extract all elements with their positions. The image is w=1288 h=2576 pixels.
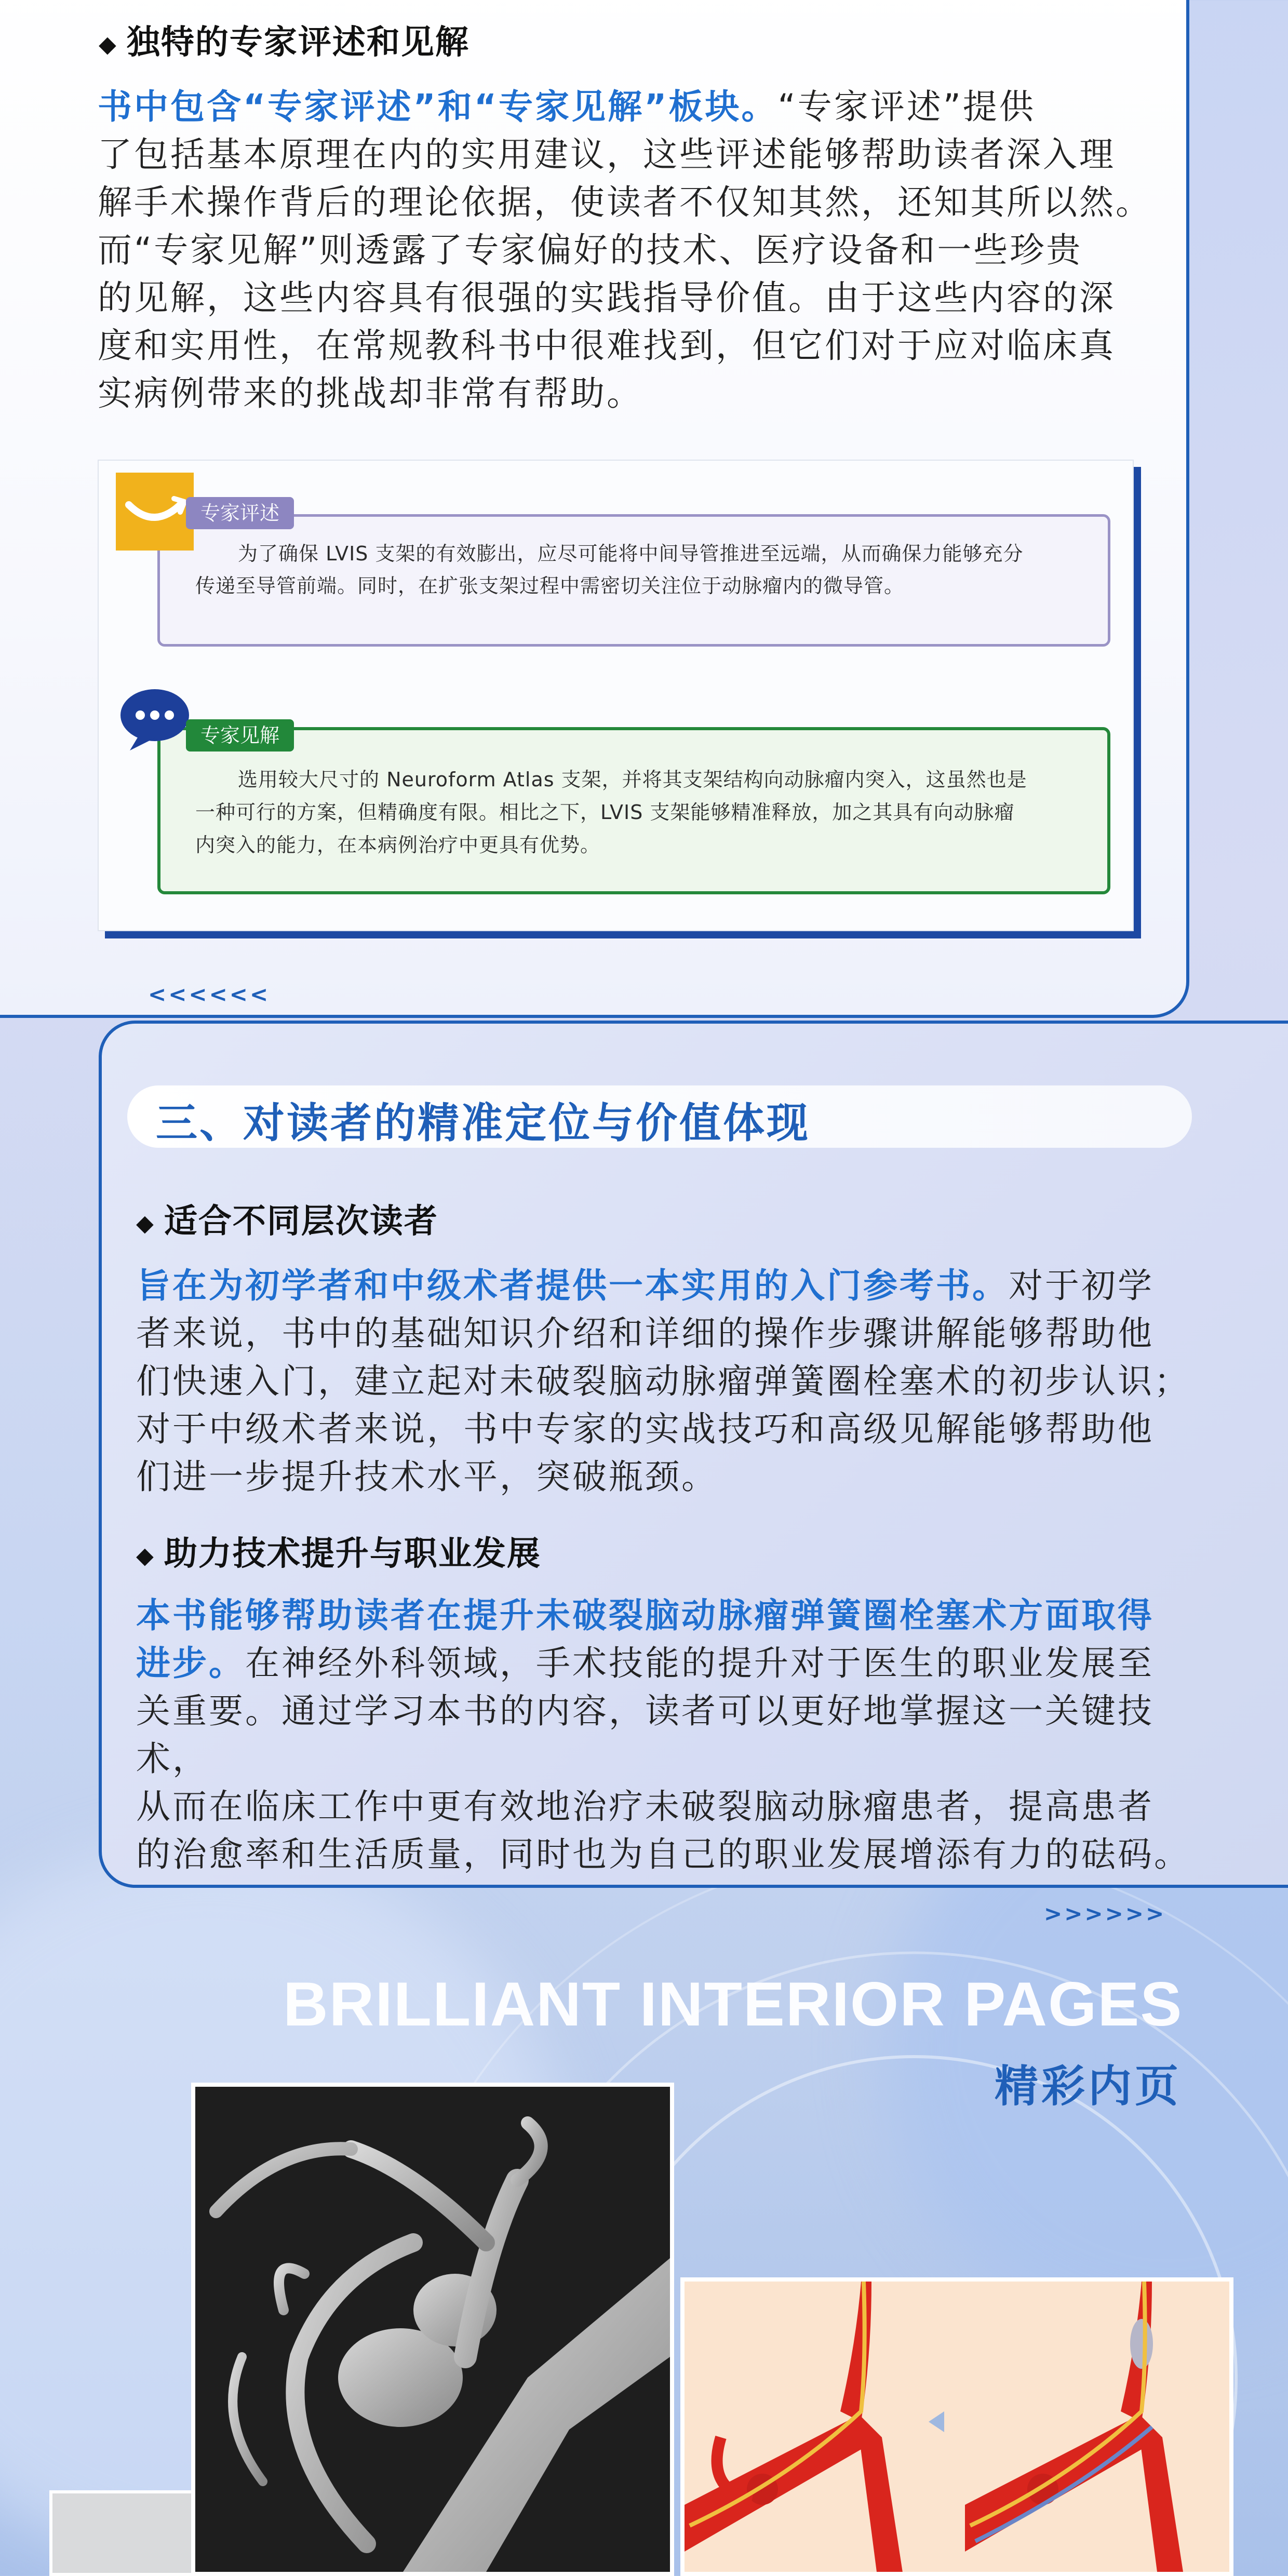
expert-insight-tag: 专家见解 [186,719,294,752]
insight-line: 选用较大尺寸的 Neuroform Atlas 支架，并将其支架结构向动脉瘤内突入，这虽然也是 [238,768,1027,791]
para-line: 从而在临床工作中更有效地治疗未破裂脑动脉瘤患者，提高患者 [136,1787,1154,1827]
insight-line: 一种可行的方案，但精确度有限。相比之下，LVIS 支架能够精准释放，加之其具有向动脉瘤 [195,801,1015,824]
para-line: 的见解，这些内容具有很强的实践指导价值。由于这些内容的深 [98,278,1116,318]
subheading-career: ◆ 助力技术提升与职业发展 [136,1535,541,1573]
para-line: 旨在为初学者和中级术者提供一本实用的入门参考书。对于初学 [136,1266,1154,1306]
subheading-expert: ◆ 独特的专家评述和见解 [99,23,469,62]
expert-paragraph [98,83,1168,418]
para-line: 们快速入门，建立起对未破裂脑动脉瘤弹簧圈栓塞术的初步认识； [136,1361,1190,1401]
para-line: 们进一步提升技术水平，突破瓶颈。 [136,1457,718,1497]
para-line: 对于中级术者来说，书中专家的实战技巧和高级见解能够帮助他 [136,1409,1154,1449]
readers-paragraph [136,1262,1196,1501]
review-line: 为了确保 LVIS 支架的有效膨出，应尽可能将中间导管推进至远端，从而确保力能够充分 [238,542,1024,565]
vessel-3d-image [191,2083,674,2576]
section-title: 三、对读者的精准定位与价值体现 [156,1099,810,1147]
diamond-bullet-icon: ◆ [99,31,117,58]
para-line: 关重要。通过学习本书的内容，读者可以更好地掌握这一关键技术， [136,1691,1154,1779]
expert-review-tag: 专家评述 [186,497,294,529]
career-paragraph [136,1592,1196,1879]
subheading-readers: ◆ 适合不同层次读者 [136,1202,438,1241]
para-line: 解手术操作背后的理论依据，使读者不仅知其然，还知其所以然。 [98,182,1152,222]
xray-thumbnail [49,2490,205,2576]
para-line: 书中包含“专家评述”和“专家见解”板块。“专家评述”提供 [98,87,1036,127]
para-line: 进步。在神经外科领域，手术技能的提升对于医生的职业发展至 [136,1643,1154,1683]
right-arrows-decoration: >>>>>> [1044,1901,1166,1926]
smile-badge-icon [116,473,194,551]
interior-title-en: BRILLIANT INTERIOR PAGES [283,1969,1183,2039]
para-line: 实病例带来的挑战却非常有帮助。 [98,373,643,413]
interior-title-cn: 精彩内页 [995,2061,1182,2112]
para-line: 了包括基本原理在内的实用建议，这些评述能够帮助读者深入理 [98,135,1116,175]
para-line: 度和实用性，在常规教科书中很难找到，但它们对于应对临床真 [98,326,1116,366]
left-arrows-decoration: <<<<<< [148,982,271,1007]
diamond-bullet-icon: ◆ [136,1210,155,1237]
para-line: 的治愈率和生活质量，同时也为自己的职业发展增添有力的砝码。 [136,1834,1190,1874]
review-line: 传递至导管前端。同时，在扩张支架过程中需密切关注位于动脉瘤内的微导管。 [195,574,905,597]
para-line: 者来说，书中的基础知识介绍和详细的操作步骤讲解能够帮助他 [136,1313,1154,1353]
speech-bubble-icon [118,688,191,752]
stent-diagram-image [680,2277,1233,2576]
para-line: 而“专家见解”则透露了专家偏好的技术、医疗设备和一些珍贵 [98,230,1083,270]
diamond-bullet-icon: ◆ [136,1542,155,1569]
sample-page-image [98,460,1134,931]
para-line: 本书能够帮助读者在提升未破裂脑动脉瘤弹簧圈栓塞术方面取得 [136,1595,1154,1635]
insight-line: 内突入的能力，在本病例治疗中更具有优势。 [195,834,601,856]
